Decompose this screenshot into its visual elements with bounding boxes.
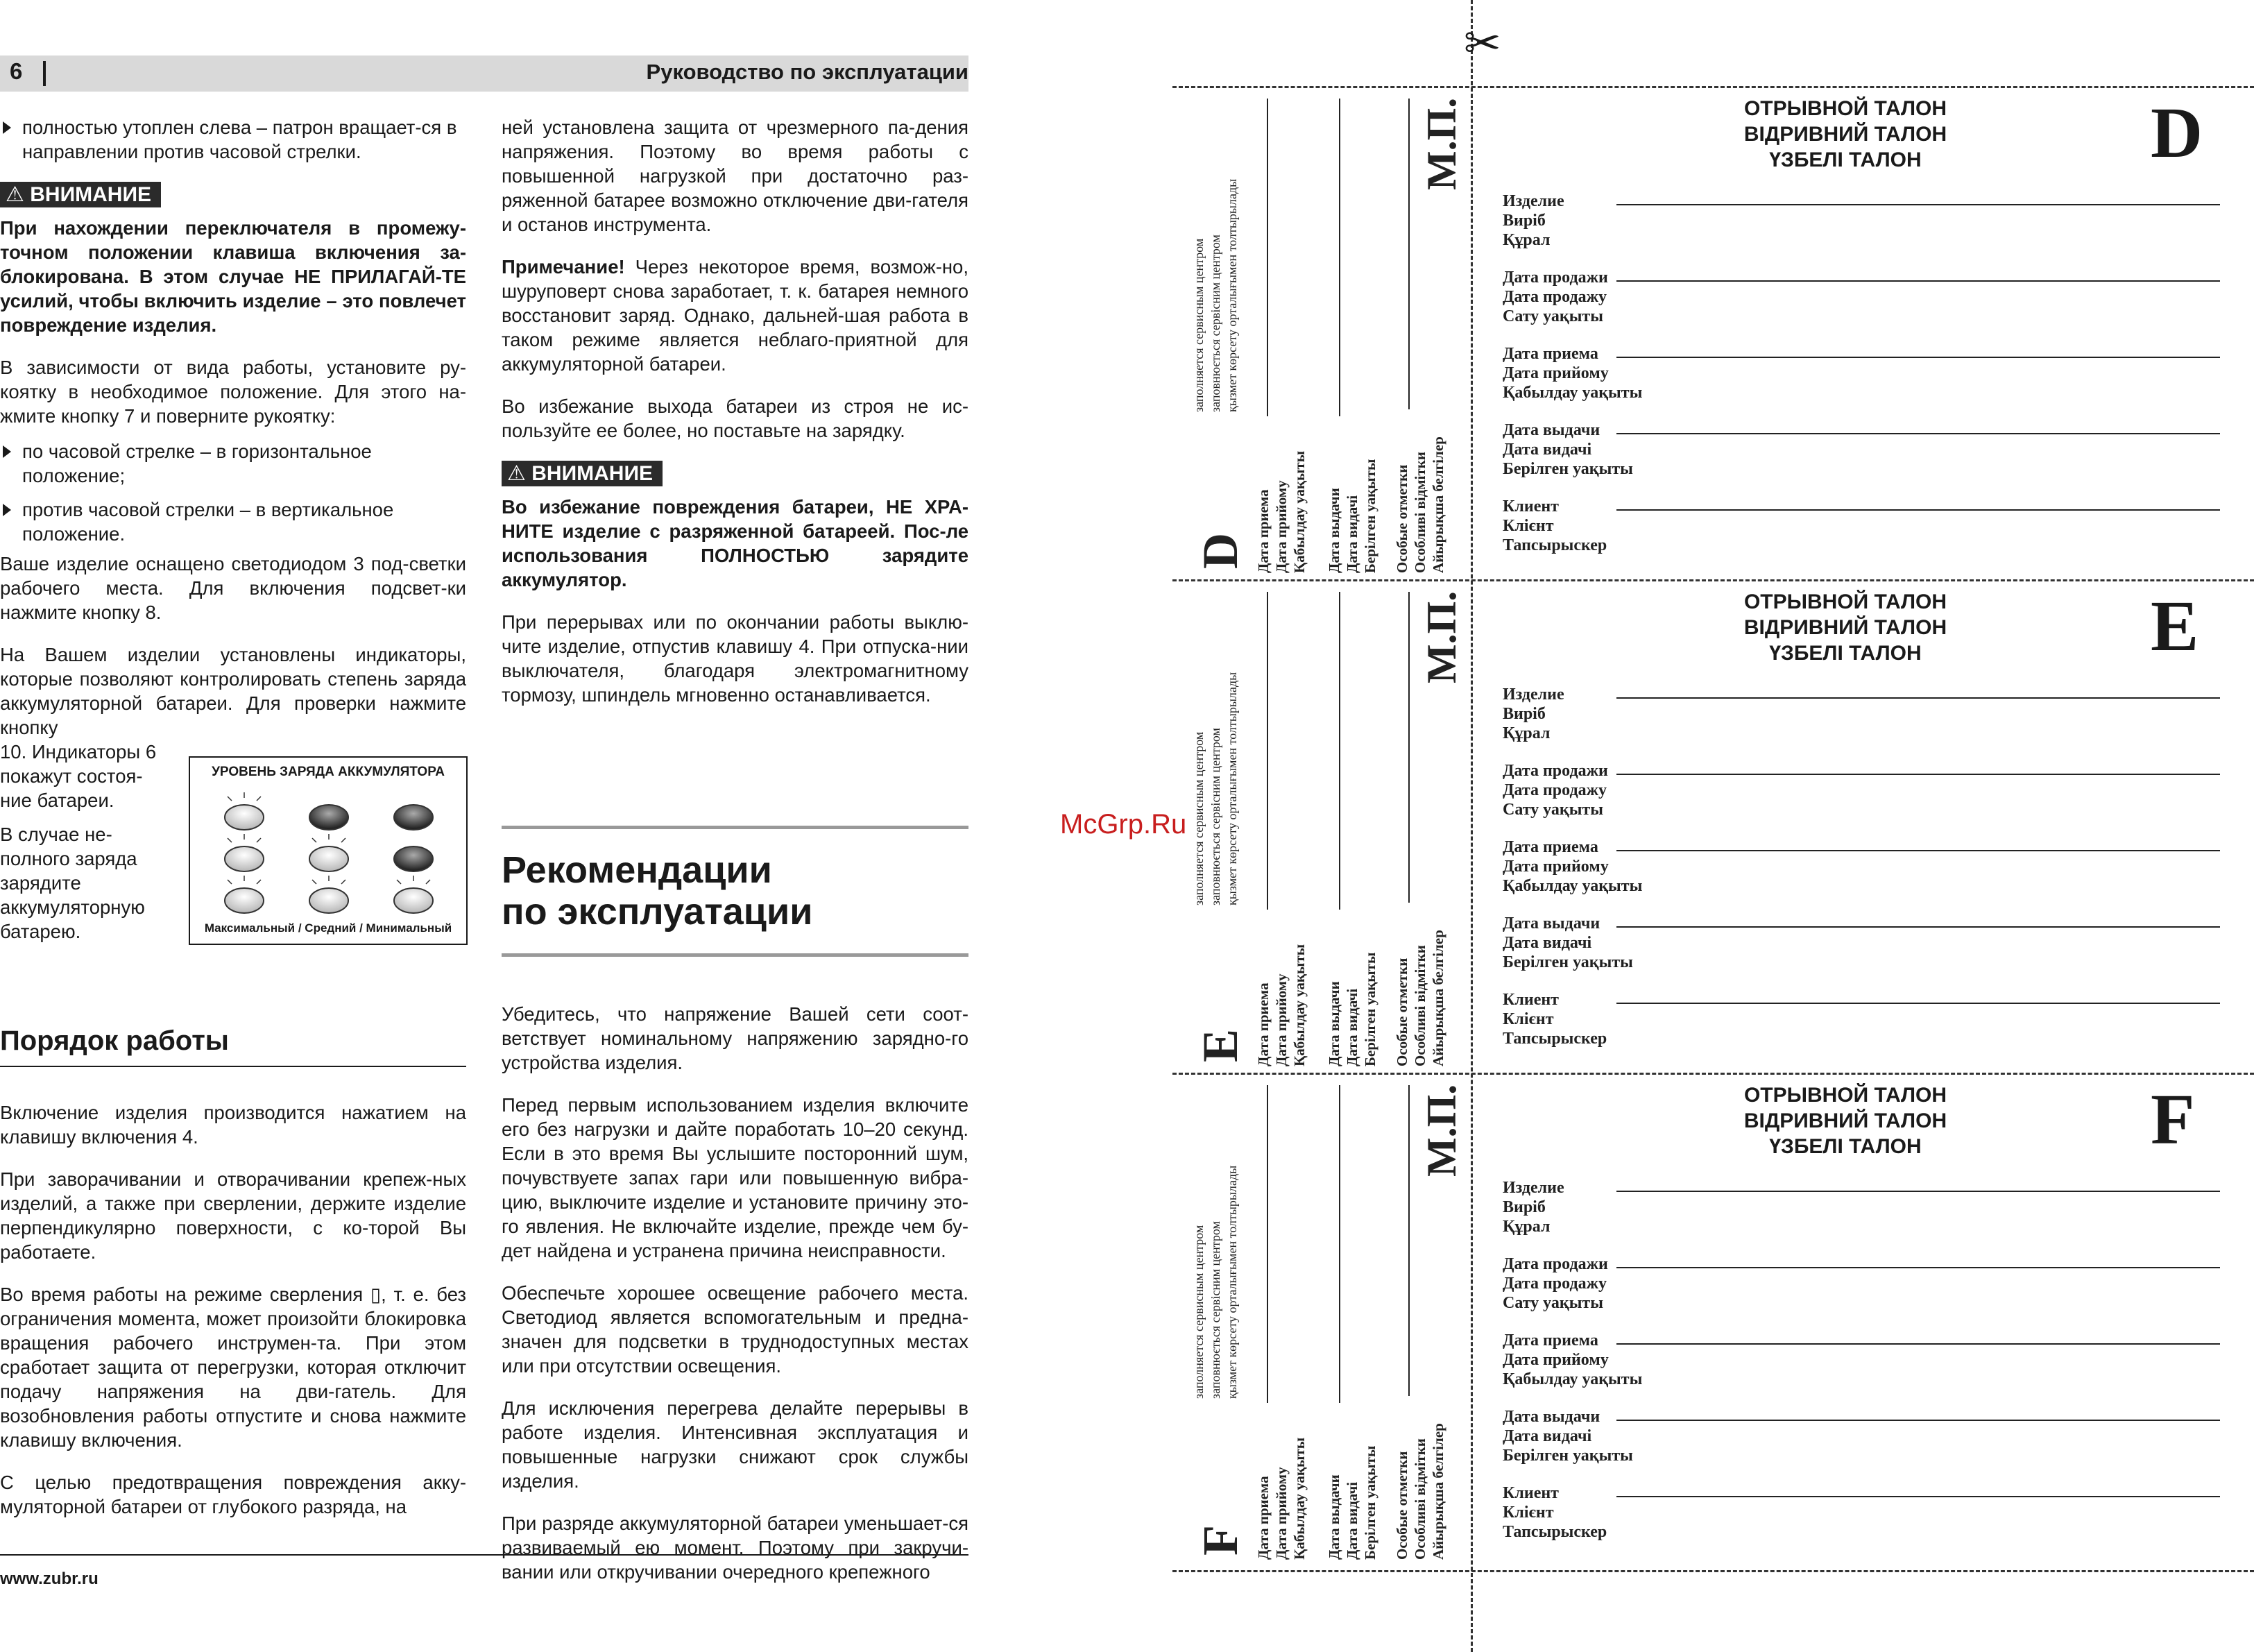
field-label: Құрал xyxy=(1503,231,1551,249)
stub-issue-ua: Дата видачі xyxy=(1344,988,1360,1066)
stub-receive-ua: Дата прийому xyxy=(1273,480,1290,573)
note-text: Через некоторое время, возмож-но, шуруповерт снова заработает, т. к. батарея немного восстановит заряд. Однако, дальней-шая работа в таком режиме является неблаго-приятной для аккумуляторной батареи. xyxy=(502,256,968,375)
title-line-1: Рекомендации xyxy=(502,849,772,891)
stub-line-issue xyxy=(1339,592,1340,910)
stub-line-receive xyxy=(1267,99,1268,416)
stub-notes-kz: Айырықша белгілер xyxy=(1430,1423,1446,1560)
paragraph-handle: В зависимости от вида работы, установите ру-коятку в необходимое положение. Для этого на-жмите кнопку 7 и поверните рукоятку: xyxy=(0,357,466,427)
stub-stamp-place: М.П. xyxy=(1419,1084,1465,1177)
field-label: Дата видачі xyxy=(1503,441,1592,459)
paragraph-first-use: Перед первым использованием изделия включите его без нагрузки и дайте поработать 10–20 секунд. Если в это время Вы услышите посторонний шум, почувствуете запах гари или повышенную вибра-цию, выключите изделие и установите причину это-го явления. Не включайте изделие, прежде чем бу-дет найдена и устранена причина неисправности. xyxy=(502,1094,968,1261)
warning-icon: ⚠ xyxy=(6,183,31,206)
field-label: Берілген уақыты xyxy=(1503,460,1633,478)
coupon-title xyxy=(1665,96,2026,173)
stub-issue-kz: Берілген уақыты xyxy=(1362,1445,1378,1560)
field-label: Тапсырыскер xyxy=(1503,1523,1607,1541)
field-label: Дата продажи xyxy=(1503,762,1608,780)
field-label: Дата прийому xyxy=(1503,364,1609,382)
stub-notes-kz: Айырықша белгілер xyxy=(1430,930,1446,1066)
field-label: Клиент xyxy=(1503,497,1559,516)
stub-line-notes xyxy=(1408,99,1410,409)
field-label: Виріб xyxy=(1503,705,1546,723)
paragraph-power-on: Включение изделия производится нажатием на клавишу включения 4. xyxy=(0,1102,466,1148)
stub-notes-ru: Особые отметки xyxy=(1394,464,1410,573)
field-underline xyxy=(1616,357,2220,358)
field-label: Изделие xyxy=(1503,686,1564,704)
middle-column-lower xyxy=(502,1002,968,1602)
field-label: Виріб xyxy=(1503,1198,1546,1216)
stub-notes-labels xyxy=(1393,436,1447,573)
field-label: Қабылдау уақыты xyxy=(1503,877,1643,895)
field-label: Дата продажу xyxy=(1503,288,1607,306)
stub-issue-ru: Дата выдачи xyxy=(1326,1474,1342,1560)
battery-figure-title: УРОВЕНЬ ЗАРЯДА АККУМУЛЯТОРА xyxy=(212,765,445,779)
cut-line-vertical xyxy=(1471,0,1473,1652)
coupon-title-ua: ВІДРИВНИЙ ТАЛОН xyxy=(1743,1109,1947,1132)
stub-line-notes xyxy=(1408,592,1410,903)
paragraph-indicators: На Вашем изделии установлены индикаторы, которые позволяют контролировать степень заряда аккумуляторной батареи. Для проверки нажмите кнопку xyxy=(0,644,466,738)
field-label: Дата приема xyxy=(1503,1331,1598,1349)
field-label: Сату уақыты xyxy=(1503,1294,1603,1312)
stub-notes-ru: Особые отметки xyxy=(1394,957,1410,1066)
section-top-rule xyxy=(502,826,968,829)
stub-notes-ua: Особливі відмітки xyxy=(1412,1438,1428,1560)
field-underline xyxy=(1616,1343,2220,1345)
watermark: McGrp.Ru xyxy=(1060,809,1187,840)
paragraph-charge: В случае не-полного заряда зарядите аккумуляторную батарею. xyxy=(0,824,145,942)
field-label: Дата продажу xyxy=(1503,781,1607,799)
stub-letter: F xyxy=(1193,1525,1248,1556)
paragraph-voltage: Убедитесь, что напряжение Вашей сети соот-ветствует номинальному напряжению зарядно-го устройства изделия. xyxy=(502,1003,968,1073)
led-column-max xyxy=(225,792,264,913)
paragraph-screwing: При заворачивании и отворачивании крепеж-ных изделий, а также при сверлении, держите изделие перпендикулярно поверхности, с ко-торой Вы работаете. xyxy=(0,1168,466,1263)
field-label: Дата прийому xyxy=(1503,1351,1609,1369)
stub-receive-ru: Дата приема xyxy=(1255,1476,1272,1560)
section-underline xyxy=(0,1066,466,1067)
field-label: Дата прийому xyxy=(1503,858,1609,876)
field-label: Сату уақыты xyxy=(1503,307,1603,325)
stub-service-labels xyxy=(1190,179,1240,412)
battery-led-icons xyxy=(218,792,440,917)
field-label: Изделие xyxy=(1503,1179,1564,1197)
field-label: Клиент xyxy=(1503,991,1559,1009)
field-underline xyxy=(1616,1267,2220,1268)
warning-badge-2 xyxy=(502,461,663,486)
field-label: Дата приема xyxy=(1503,838,1598,856)
cut-line-ef xyxy=(1172,1073,2254,1075)
stub-notes-ua: Особливі відмітки xyxy=(1412,452,1428,573)
stub-receive-ua: Дата прийому xyxy=(1273,1467,1290,1560)
coupon-title-ua: ВІДРИВНИЙ ТАЛОН xyxy=(1743,616,1947,639)
field-label: Берілген уақыты xyxy=(1503,1447,1633,1465)
field-label: Дата видачі xyxy=(1503,1427,1592,1445)
title-line-2: по эксплуатации xyxy=(502,891,813,933)
stub-issue-ua: Дата видачі xyxy=(1344,495,1360,573)
header-divider xyxy=(43,61,46,86)
field-label: Тапсырыскер xyxy=(1503,536,1607,554)
stub-issue-ua: Дата видачі xyxy=(1344,1481,1360,1560)
coupon-letter: D xyxy=(2151,93,2203,173)
warning-label: ВНИМАНИЕ xyxy=(531,462,654,485)
field-label: Изделие xyxy=(1503,192,1564,210)
cut-line-de xyxy=(1172,579,2254,581)
middle-column xyxy=(502,115,968,725)
field-underline xyxy=(1616,697,2220,699)
field-underline xyxy=(1616,1420,2220,1421)
field-label: Дата продажу xyxy=(1503,1275,1607,1293)
field-underline xyxy=(1616,926,2220,928)
stub-issue-labels xyxy=(1325,953,1379,1066)
paragraph-continuation: ней установлена защита от чрезмерного па-дения напряжения. Поэтому во время работы с повышенной нагрузкой при достаточно раз-ряженной батарее возможно отключение дви-гателя и останов инструмента. xyxy=(502,117,968,235)
field-label: Дата выдачи xyxy=(1503,1408,1600,1426)
field-label: Берілген уақыты xyxy=(1503,953,1633,971)
paragraph-note xyxy=(502,255,968,376)
field-label: Қабылдау уақыты xyxy=(1503,384,1643,402)
field-underline xyxy=(1616,1003,2220,1004)
field-label: Дата видачі xyxy=(1503,934,1592,952)
coupon-title-kz: ҮЗБЕЛІ ТАЛОН xyxy=(1769,1135,1922,1158)
stub-issue-kz: Берілген уақыты xyxy=(1362,952,1378,1066)
paragraph-protect: С целью предотвращения повреждения акку-муляторной батареи от глубокого разряда, на xyxy=(0,1472,466,1517)
warning-icon: ⚠ xyxy=(507,462,532,485)
led-column-mid xyxy=(309,805,348,913)
paragraph-overheat: Для исключения перегрева делайте перерывы в работе изделия. Интенсивная эксплуатация и повышенные нагрузки снижают срок службы изделия. xyxy=(502,1397,968,1492)
scissors-icon: ✂ xyxy=(1464,18,1501,68)
stub-issue-ru: Дата выдачи xyxy=(1326,981,1342,1066)
coupon-title-kz: ҮЗБЕЛІ ТАЛОН xyxy=(1769,148,1922,171)
warning-text-2: Во избежание повреждения батареи, НЕ ХРА-НИТЕ изделие с разряженной батареей. Пос-ле использования ПОЛНОСТЬЮ зарядите аккумулятор. xyxy=(502,496,968,590)
paragraph-indicators-2: 10. Индикаторы 6 покажут состоя-ние батареи. xyxy=(0,741,157,811)
stub-service-ua: заповнюється сервісним центром xyxy=(1209,235,1222,412)
coupon-title-kz: ҮЗБЕЛІ ТАЛОН xyxy=(1769,642,1922,665)
note-label: Примечание! xyxy=(502,256,625,278)
field-label: Қабылдау уақыты xyxy=(1503,1370,1643,1388)
coupon-title-ua: ВІДРИВНИЙ ТАЛОН xyxy=(1743,123,1947,146)
cut-line-top xyxy=(1172,86,2254,88)
section-title-recommendations xyxy=(502,849,812,933)
bullet-clockwise: по часовой стрелке – в горизонтальное положение; xyxy=(0,439,466,488)
stub-line-receive xyxy=(1267,1085,1268,1403)
field-underline xyxy=(1616,774,2220,775)
stub-receive-ru: Дата приема xyxy=(1255,489,1272,573)
coupon-title-ru: ОТРЫВНОЙ ТАЛОН xyxy=(1743,97,1947,120)
stub-stamp-place: М.П. xyxy=(1419,97,1465,190)
stub-receive-labels xyxy=(1254,1438,1308,1560)
left-column-lower xyxy=(0,1100,466,1537)
stub-receive-kz: Қабылдау уақыты xyxy=(1291,450,1308,573)
paragraph-led: Ваше изделие оснащено светодиодом 3 под-светки рабочего места. Для включения подсвет-ки нажмите кнопку 8. xyxy=(0,553,466,623)
warning-text-1: При нахождении переключателя в промежу-точном положении клавиша включения за-блокирована. В этом случае НЕ ПРИЛАГАЙ-ТЕ усилий, чтобы включить изделие – это повлечет повреждение изделия. xyxy=(0,217,466,336)
stub-receive-labels xyxy=(1254,451,1308,573)
coupon-title-ru: ОТРЫВНОЙ ТАЛОН xyxy=(1743,590,1947,613)
stub-stamp-place: М.П. xyxy=(1419,590,1465,683)
cut-line-bottom xyxy=(1172,1570,2254,1572)
field-label: Құрал xyxy=(1503,724,1551,742)
field-label: Дата выдачи xyxy=(1503,914,1600,933)
stub-service-ua: заповнюється сервісним центром xyxy=(1209,728,1222,905)
stub-line-issue xyxy=(1339,1085,1340,1403)
stub-service-kz: қызмет көрсету орталығымен толтырылады xyxy=(1225,1165,1239,1399)
field-label: Тапсырыскер xyxy=(1503,1030,1607,1048)
stub-service-labels xyxy=(1190,1166,1240,1399)
header-title: Руководство по эксплуатации xyxy=(646,60,968,84)
coupon-title xyxy=(1665,1082,2026,1159)
paragraph-breaks: При перерывах или по окончании работы выклю-чите изделие, отпустив клавишу 4. При отпуска-нии выключателя, благодаря электромагнитному тормозу, шпиндель мгновенно останавливается. xyxy=(502,611,968,706)
stub-notes-labels xyxy=(1393,1423,1447,1560)
field-label: Сату уақыты xyxy=(1503,801,1603,819)
field-label: Дата выдачи xyxy=(1503,421,1600,439)
section-title-work-order: Порядок работы xyxy=(0,1025,229,1056)
stub-letter: D xyxy=(1193,533,1248,569)
paragraph-discharge: При разряде аккумуляторной батареи уменьшает-ся развиваемый ею момент. Поэтому при закручи-вании или откручивании очередного крепежного xyxy=(502,1513,968,1583)
page-number: 6 xyxy=(10,58,23,84)
bullet-top: полностью утоплен слева – патрон вращает-ся в направлении против часовой стрелки. xyxy=(0,115,466,164)
stub-issue-ru: Дата выдачи xyxy=(1326,488,1342,573)
battery-level-figure xyxy=(189,756,468,945)
stub-receive-ua: Дата прийому xyxy=(1273,973,1290,1066)
field-label: Клієнт xyxy=(1503,1010,1554,1028)
led-column-min xyxy=(394,805,433,913)
stub-service-labels xyxy=(1190,672,1240,905)
field-label: Дата продажи xyxy=(1503,1255,1608,1273)
coupon-letter: F xyxy=(2151,1080,2195,1159)
field-underline xyxy=(1616,204,2220,205)
warning-label: ВНИМАНИЕ xyxy=(30,183,152,206)
field-label: Клієнт xyxy=(1503,1504,1554,1522)
stub-letter: E xyxy=(1193,1028,1248,1062)
field-underline xyxy=(1616,850,2220,851)
coupon-title xyxy=(1665,589,2026,666)
stub-line-receive xyxy=(1267,592,1268,910)
battery-figure-caption: Максимальный / Средний / Минимальный xyxy=(204,921,452,935)
field-underline xyxy=(1616,509,2220,511)
field-label: Дата продажи xyxy=(1503,269,1608,287)
stub-issue-labels xyxy=(1325,1446,1379,1560)
stub-receive-labels xyxy=(1254,944,1308,1066)
stub-service-ru: заполняется сервисным центром xyxy=(1192,1225,1206,1399)
stub-service-ru: заполняется сервисным центром xyxy=(1192,731,1206,905)
field-label: Клієнт xyxy=(1503,517,1554,535)
field-label: Клиент xyxy=(1503,1484,1559,1502)
stub-receive-kz: Қабылдау уақыты xyxy=(1291,1437,1308,1560)
field-underline xyxy=(1616,1496,2220,1497)
stub-line-issue xyxy=(1339,99,1340,416)
stub-issue-kz: Берілген уақыты xyxy=(1362,459,1378,573)
stub-service-kz: қызмет көрсету орталығымен толтырылады xyxy=(1225,178,1239,412)
stub-receive-ru: Дата приема xyxy=(1255,982,1272,1066)
stub-service-kz: қызмет көрсету орталығымен толтырылады xyxy=(1225,672,1239,905)
field-label: Дата приема xyxy=(1503,345,1598,363)
field-underline xyxy=(1616,280,2220,282)
stub-receive-kz: Қабылдау уақыты xyxy=(1291,944,1308,1066)
field-underline xyxy=(1616,1191,2220,1192)
coupon-letter: E xyxy=(2151,586,2199,666)
stub-notes-ru: Особые отметки xyxy=(1394,1451,1410,1560)
stub-issue-labels xyxy=(1325,459,1379,573)
stub-notes-kz: Айырықша белгілер xyxy=(1430,436,1446,573)
warning-badge-1 xyxy=(0,182,161,207)
stub-notes-labels xyxy=(1393,930,1447,1066)
bullet-counterclockwise: против часовой стрелки – в вертикальное положение. xyxy=(0,497,466,546)
stub-service-ru: заполняется сервисным центром xyxy=(1192,238,1206,412)
footer-url: www.zubr.ru xyxy=(0,1569,99,1588)
paragraph-lighting: Обеспечьте хорошее освещение рабочего места. Светодиод является вспомогательным и предна-значен для подсветки в труднодоступных местах или при отсутствии освещения. xyxy=(502,1282,968,1377)
paragraph-drill-mode: Во время работы на режиме сверления ▯, т. е. без ограничения момента, может произойти блокировка вращения рабочего инструмен-та. При этом сработает защита от перегрузки, которая отключит подачу напряжения на дви-гатель. Для возобновления работы отпустите и снова нажмите клавишу включения. xyxy=(0,1284,466,1451)
stub-line-notes xyxy=(1408,1085,1410,1396)
stub-service-ua: заповнюється сервісним центром xyxy=(1209,1221,1222,1399)
field-label: Виріб xyxy=(1503,212,1546,230)
stub-notes-ua: Особливі відмітки xyxy=(1412,945,1428,1066)
coupon-title-ru: ОТРЫВНОЙ ТАЛОН xyxy=(1743,1084,1947,1107)
field-underline xyxy=(1616,433,2220,434)
section-bottom-rule xyxy=(502,953,968,957)
paragraph-avoid: Во избежание выхода батареи из строя не ис-пользуйте ее более, но поставьте на зарядку. xyxy=(502,395,968,441)
field-label: Құрал xyxy=(1503,1218,1551,1236)
